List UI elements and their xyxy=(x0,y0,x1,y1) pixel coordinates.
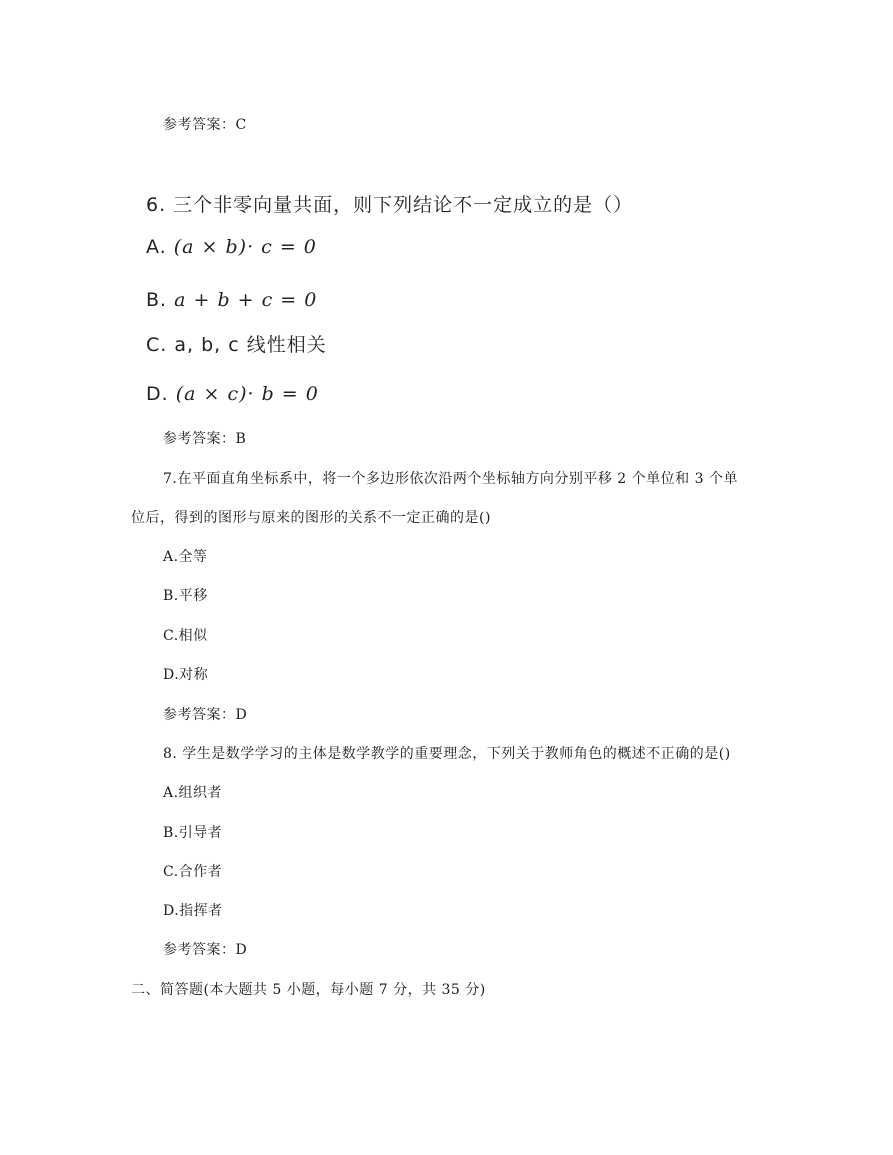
section-2-heading: 二、简答题(本大题共 5 小题，每小题 7 分，共 35 分) xyxy=(131,982,486,998)
q6-option-d-label: D. xyxy=(146,383,169,405)
q6-option-b-math: a + b + c = 0 xyxy=(174,289,318,311)
q7-option-a: A.全等 xyxy=(163,549,208,565)
q6-option-c-math: a, b, c 线性相关 xyxy=(174,334,327,356)
q7-option-d: D.对称 xyxy=(163,667,209,683)
answer-q8: 参考答案：D xyxy=(163,942,248,958)
answer-q6: 参考答案：B xyxy=(163,431,247,447)
answer-q5: 参考答案：C xyxy=(163,117,247,133)
q8-option-a: A.组织者 xyxy=(163,785,223,801)
q8-option-c: C.合作者 xyxy=(163,864,223,880)
q7-option-c: C.相似 xyxy=(163,628,208,644)
q7-stem-line1: 7.在平面直角坐标系中，将一个多边形依次沿两个坐标轴方向分别平移 2 个单位和 3 个单 xyxy=(163,471,738,487)
q6-option-d xyxy=(146,385,319,404)
q6-option-d-math: (a × c)· b = 0 xyxy=(175,383,319,405)
q6-option-c-label: C. xyxy=(146,334,168,356)
q6-option-a xyxy=(146,238,317,257)
q6-option-c xyxy=(146,336,327,355)
q6-option-b xyxy=(146,291,317,310)
q6-option-a-label: A. xyxy=(146,236,167,258)
q8-stem: 8. 学生是数学学习的主体是数学教学的重要理念，下列关于教师角色的概述不正确的是() xyxy=(163,746,731,762)
q6-stem: 6. 三个非零向量共面，则下列结论不一定成立的是（） xyxy=(146,194,634,216)
q7-option-b: B.平移 xyxy=(163,588,208,604)
q7-stem-line2: 位后，得到的图形与原来的图形的关系不一定正确的是() xyxy=(131,510,491,526)
q6-option-b-label: B. xyxy=(146,289,168,311)
q8-option-b: B.引导者 xyxy=(163,825,223,841)
q8-option-d: D.指挥者 xyxy=(163,903,223,919)
q6-option-a-math: (a × b)· c = 0 xyxy=(173,236,317,258)
answer-q7: 参考答案：D xyxy=(163,707,248,723)
